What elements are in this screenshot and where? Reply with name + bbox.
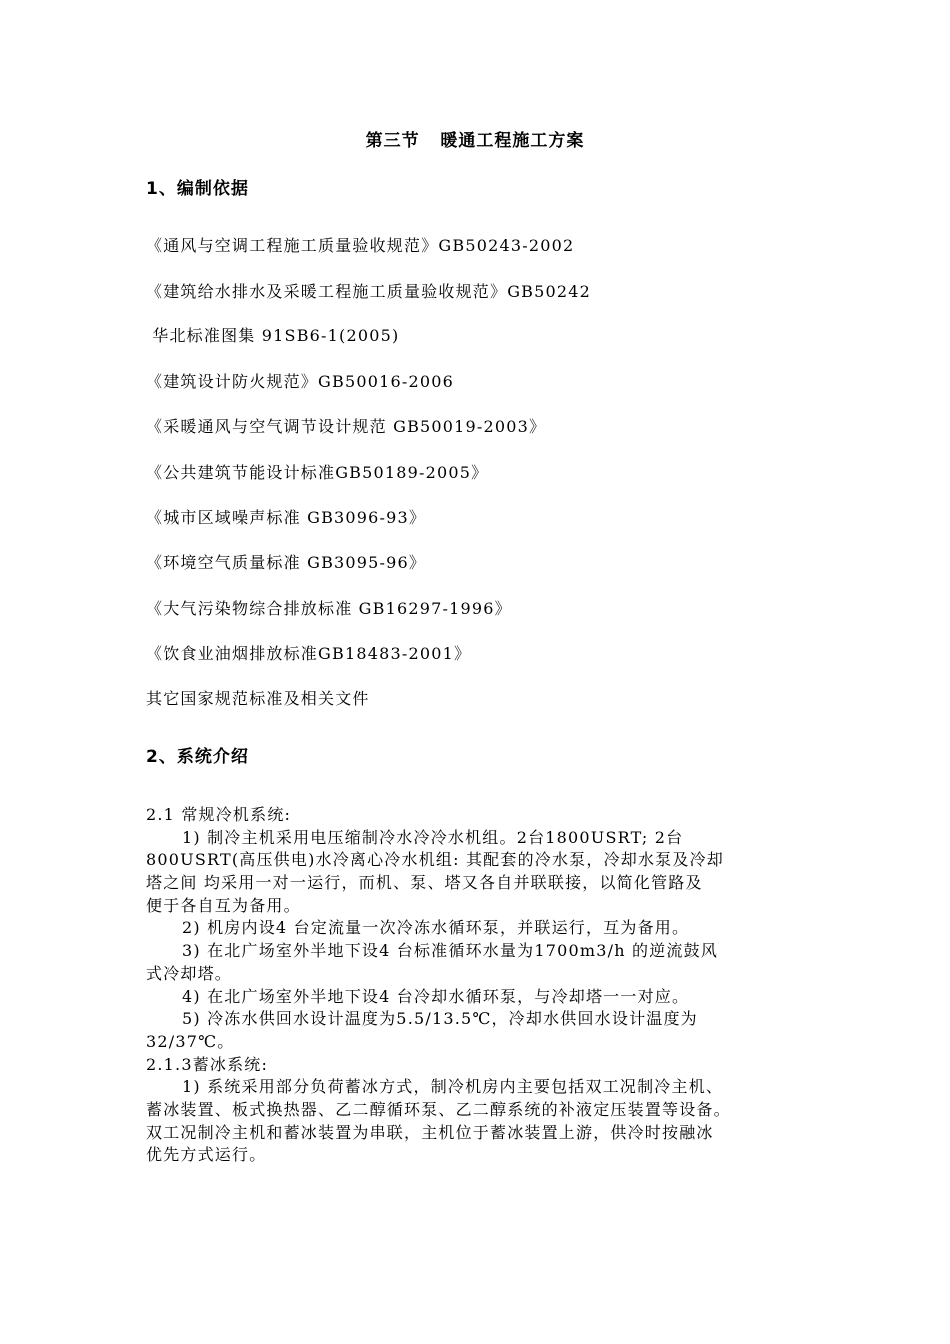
paragraph-line: 便于各自互为备用。 [146, 895, 301, 915]
paragraph-line: 32/37℃。 [146, 1031, 235, 1051]
reference-item: 华北标准图集 91SB6-1(2005) [146, 326, 400, 345]
reference-item: 《建筑给水排水及采暖工程施工质量验收规范》GB50242 [146, 282, 592, 301]
paragraph-line: 5) 冷冻水供回水设计温度为5.5/13.5℃，冷却水供回水设计温度为 [182, 1009, 698, 1029]
subsection-heading: 2.1.3蓄冰系统: [146, 1054, 269, 1074]
reference-item: 《通风与空调工程施工质量验收规范》GB50243-2002 [146, 236, 575, 255]
reference-item: 《城市区域噪声标准 GB3096-93》 [146, 508, 427, 527]
paragraph-line: 双工况制冷主机和蓄冰装置为串联，主机位于蓄冰装置上游，供冷时按融冰 [146, 1122, 714, 1142]
section-heading-system: 2、系统介绍 [146, 747, 249, 767]
reference-item: 《公共建筑节能设计标准GB50189-2005》 [146, 463, 489, 482]
paragraph-line: 800USRT(高压供电)水冷离心冷水机组: 其配套的冷水泵，冷却水泵及冷却 [146, 850, 724, 870]
paragraph-line: 优先方式运行。 [146, 1145, 267, 1165]
reference-item: 《大气污染物综合排放标准 GB16297-1996》 [146, 599, 512, 618]
paragraph-line: 1) 系统采用部分负荷蓄冰方式，制冷机房内主要包括双工况制冷主机、 [182, 1077, 724, 1097]
system-description [146, 804, 826, 1167]
paragraph-line: 2) 机房内设4 台定流量一次冷冻水循环泵，并联运行，互为备用。 [182, 918, 690, 938]
paragraph-line: 蓄冰装置、板式换热器、乙二醇循环泵、乙二醇系统的补液定压装置等设备。 [146, 1099, 731, 1119]
paragraph-line: 式冷却塔。 [146, 963, 233, 983]
reference-item: 《环境空气质量标准 GB3095-96》 [146, 553, 427, 572]
page-title: 第三节 暖通工程施工方案 [365, 131, 585, 151]
reference-item: 《采暖通风与空气调节设计规范 GB50019-2003》 [146, 417, 547, 436]
paragraph-line: 1) 制冷主机采用电压缩制冷水冷冷水机组。2台1800USRT; 2台 [182, 827, 684, 847]
reference-item: 《饮食业油烟排放标准GB18483-2001》 [146, 644, 472, 663]
paragraph-line: 塔之间 均采用一对一运行，而机、泵、塔又各自并联联接，以简化管路及 [146, 873, 703, 893]
section-heading-basis: 1、编制依据 [146, 179, 249, 199]
reference-item: 《建筑设计防火规范》GB50016-2006 [146, 372, 454, 391]
subsection-heading: 2.1 常规冷机系统: [146, 805, 292, 824]
reference-item-other: 其它国家规范标准及相关文件 [146, 689, 370, 708]
paragraph-line: 3) 在北广场室外半地下设4 台标准循环水量为1700m3/h 的逆流鼓风 [182, 941, 719, 961]
paragraph-line: 4) 在北广场室外半地下设4 台冷却水循环泵，与冷却塔一一对应。 [182, 986, 690, 1006]
